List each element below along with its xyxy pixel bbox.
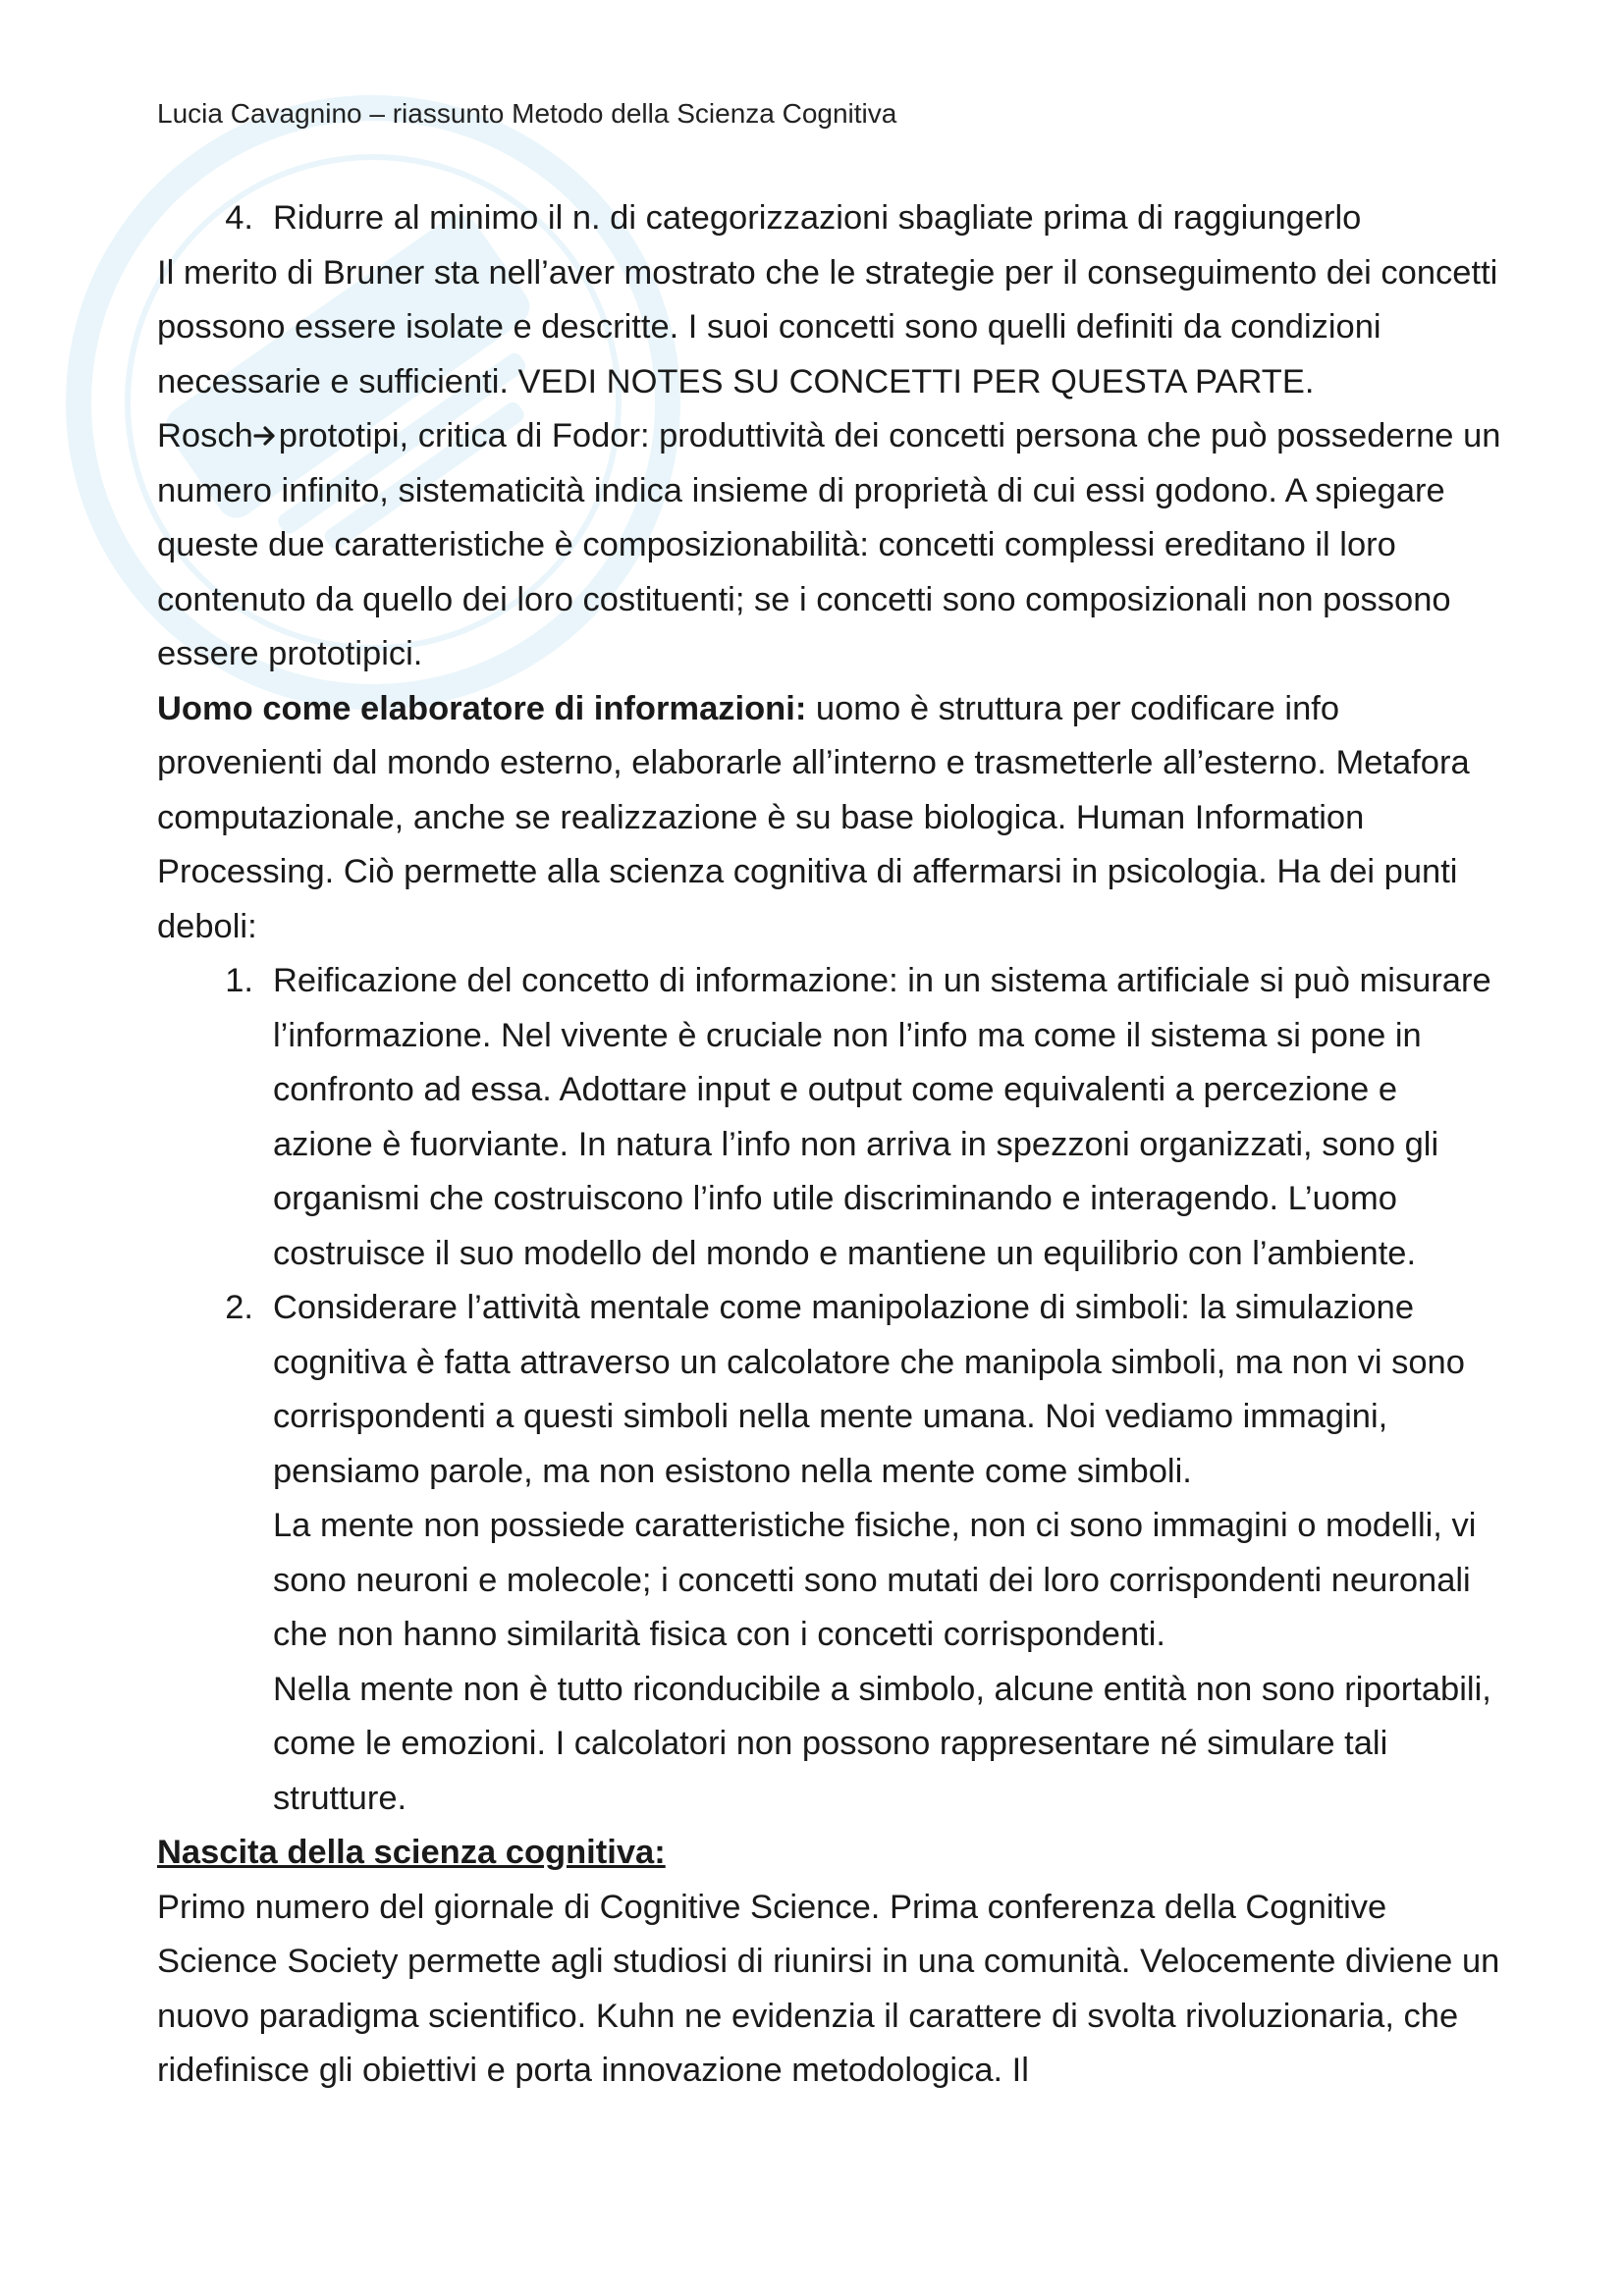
rosch-lead: Rosch bbox=[157, 417, 253, 454]
list-item-number: 4. bbox=[225, 199, 253, 237]
document-body bbox=[157, 191, 1502, 2099]
paragraph-bruner: Il merito di Bruner sta nell’aver mostrato che le strategie per il conseguimento dei concetti possono essere isolate e descritte. I suoi concetti sono quelli definiti da condizioni necessarie e sufficienti. VEDI NOTES SU CONCETTI PER QUESTA PARTE. bbox=[157, 253, 1498, 400]
paragraph-rosch bbox=[157, 409, 1502, 682]
paragraph-nascita: Primo numero del giornale di Cognitive Science. Prima conferenza della Cognitive Science Society permette agli studiosi di riunirsi in una comunità. Velocemente diviene un nuovo paradigma scientifico. Kuhn ne evidenzia il carattere di svolta rivoluzionaria, che ridefinisce gli obiettivi e porta innovazione metodologica. Il bbox=[157, 1888, 1500, 2089]
list-item-paragraph: Considerare l’attività mentale come manipolazione di simboli: la simulazione cognitiva è fatta attraverso un calcolatore che manipola simboli, ma non vi sono corrispondenti a questi simboli nella mente umana. Noi vediamo immagini, pensiamo parole, ma non esistono nella mente come simboli. bbox=[273, 1289, 1465, 1490]
list-item-4 bbox=[157, 191, 1502, 246]
rosch-rest: prototipi, critica di Fodor: produttività dei concetti persona che può possederne un numero infinito, sistematicità indica insieme di proprietà di cui essi godono. A spiegare queste due caratteristiche è composizionabilità: concetti complessi ereditano il loro contenuto da quello dei loro costituenti; se i concetti sono composizionali non possono essere prototipici. bbox=[157, 417, 1501, 672]
list-item-paragraph: Nella mente non è tutto riconducibile a simbolo, alcune entità non sono riportabili, come le emozioni. I calcolatori non possono rappresentare né simulare tali strutture. bbox=[273, 1670, 1491, 1817]
right-arrow-icon bbox=[253, 421, 279, 451]
page-header: Lucia Cavagnino – riassunto Metodo della Scienza Cognitiva bbox=[157, 98, 897, 129]
section-heading-uomo: Uomo come elaboratore di informazioni: bbox=[157, 689, 807, 727]
list-item-number: 1. bbox=[225, 962, 253, 999]
list-item-2 bbox=[157, 1281, 1502, 1826]
list-item-number: 2. bbox=[225, 1289, 253, 1326]
section-heading-nascita: Nascita della scienza cognitiva: bbox=[157, 1834, 666, 1871]
list-item-1 bbox=[157, 954, 1502, 1281]
list-item-paragraph: La mente non possiede caratteristiche fisiche, non ci sono immagini o modelli, vi sono neuroni e molecole; i concetti sono mutati dei loro corrispondenti neuronali che non hanno similarità fisica con i concetti corrispondenti. bbox=[273, 1507, 1477, 1653]
paragraph-uomo bbox=[157, 682, 1502, 955]
section-text-uomo: uomo è struttura per codificare info provenienti dal mondo esterno, elaborarle all’interno e trasmetterle all’esterno. Metafora computazionale, anche se realizzazione è su base biologica. Human Information Processing. Ciò permette alla scienza cognitiva di affermarsi in psicologia. Ha dei punti deboli: bbox=[157, 689, 1470, 945]
list-item-paragraph: Reificazione del concetto di informazione: in un sistema artificiale si può misurare l’informazione. Nel vivente è cruciale non l’info ma come il sistema si pone in confronto ad essa. Adottare input e output come equivalenti a percezione e azione è fuorviante. In natura l’info non arriva in spezzoni organizzati, sono gli organismi che costruiscono l’info utile discriminando e interagendo. L’uomo costruisce il suo modello del mondo e mantiene un equilibrio con l’ambiente. bbox=[273, 962, 1491, 1272]
list-item-text: Ridurre al minimo il n. di categorizzazioni sbagliate prima di raggiungerlo bbox=[273, 199, 1362, 237]
